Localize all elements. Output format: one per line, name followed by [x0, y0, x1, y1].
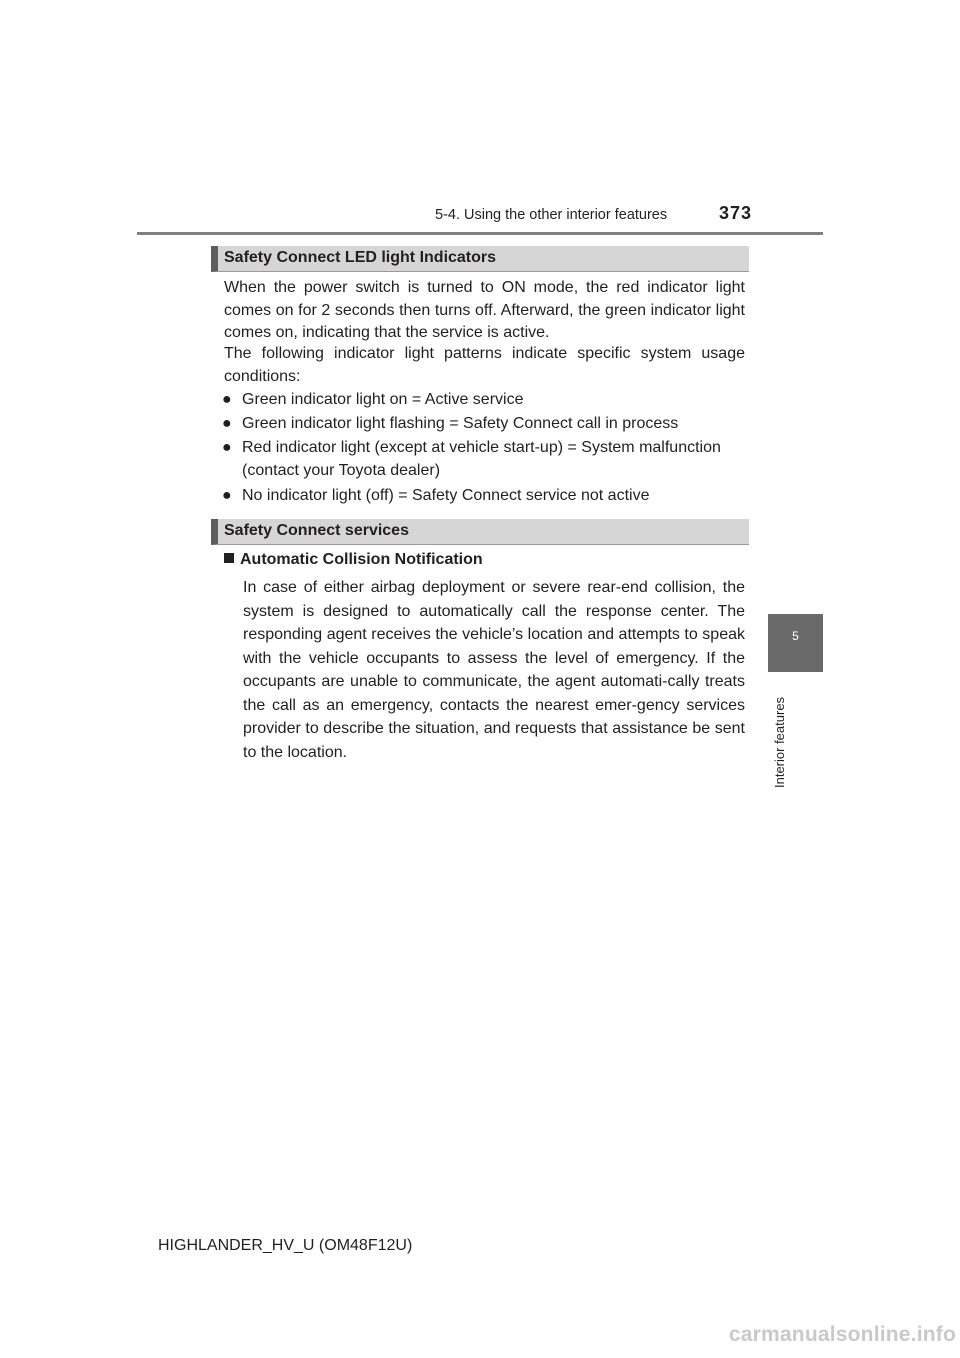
header-section-title: 5-4. Using the other interior features [435, 207, 668, 223]
section-heading-services [211, 519, 749, 545]
subheading [224, 551, 483, 569]
section-heading-led-indicators [211, 246, 749, 272]
bullet-icon: ● [222, 439, 232, 456]
bullet-text: Green indicator light on = Active service [242, 391, 524, 408]
chapter-number: 5 [792, 629, 799, 643]
bullet-item [222, 412, 745, 435]
bullet-icon: ● [222, 487, 232, 504]
body-paragraph: In case of either airbag deployment or severe rear-end collision, the system is designed to automatically call the response center. The responding agent receives the vehicle’s location and attempts to speak with the vehicle occupants to assess the level of emergency. If the occupants are unable to communicate, the agent automati-cally treats the call as an emergency, contacts the nearest emer-gency services provider to describe the situation, and requests that assistance be sent to the location. [243, 579, 745, 761]
page-number: 373 [719, 203, 753, 223]
bullet-text: Red indicator light (except at vehicle start-up) = System malfunction (contact your Toyota dealer) [242, 439, 721, 479]
bullet-item [222, 388, 745, 411]
body-paragraph: When the power switch is turned to ON mode, the red indicator light comes on for 2 seconds then turns off. Afterward, the green indicator light comes on, indicating that the service is active. [224, 279, 745, 341]
square-bullet-icon [224, 553, 234, 563]
watermark: carmanualsonline.info [728, 1323, 956, 1346]
body-paragraph: The following indicator light patterns indicate specific system usage conditions: [224, 345, 745, 385]
bullet-text: Green indicator light flashing = Safety Connect call in process [242, 415, 679, 432]
bullet-text: No indicator light (off) = Safety Connect service not active [242, 487, 650, 504]
section-heading-text: Safety Connect LED light Indicators [224, 249, 497, 266]
chapter-label-text: Interior features [772, 696, 787, 788]
bullet-icon: ● [222, 415, 232, 432]
footer-model-code: HIGHLANDER_HV_U (OM48F12U) [158, 1237, 413, 1254]
bullet-icon: ● [222, 391, 232, 408]
bullet-item [222, 436, 745, 479]
chapter-tab [768, 614, 823, 672]
section-heading-text: Safety Connect services [224, 522, 409, 539]
header-rule [137, 232, 823, 235]
bullet-item [222, 484, 745, 507]
subheading-text: Automatic Collision Notification [240, 551, 483, 568]
chapter-label [772, 678, 790, 788]
